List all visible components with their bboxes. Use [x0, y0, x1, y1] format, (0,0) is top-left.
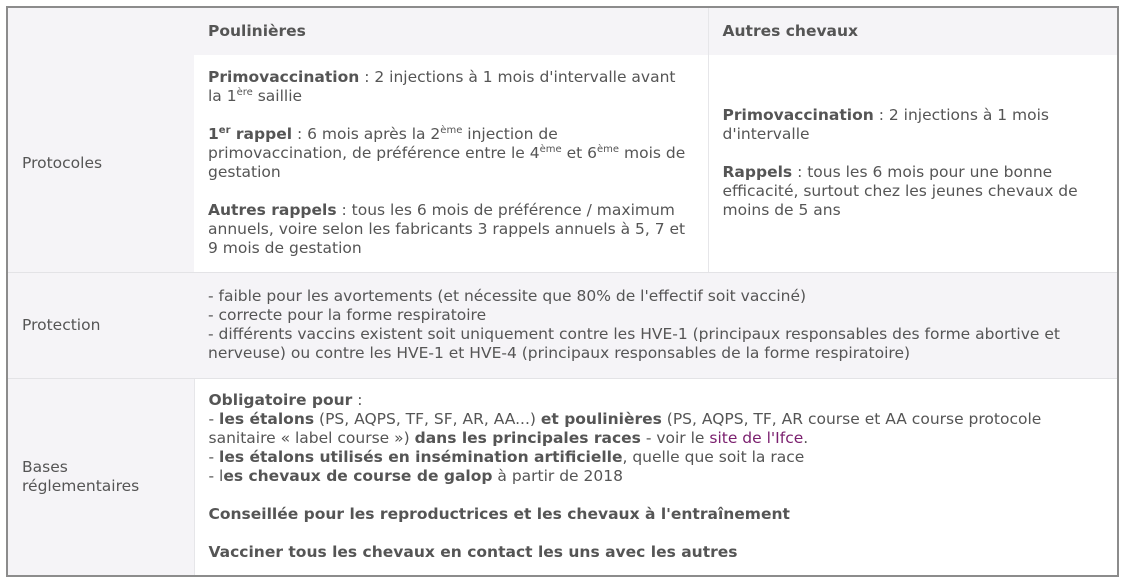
rappel1-text-2: injection de primovaccination, de préférence entre le 4	[208, 125, 558, 163]
obligatoire-colon: :	[352, 391, 363, 410]
protection-line: - différents vaccins existent soit uniquement contre les HVE-1 (principaux responsables des forme abortive et nerveuse) ou contre les HVE-1 et HVE-4 (principaux responsables de la forme respiratoire)	[208, 325, 1060, 362]
ac-primo-label: Primovaccination	[722, 106, 874, 125]
protection-line: - faible pour les avortements (et nécessite que 80% de l'effectif soit vacciné)	[208, 287, 807, 305]
protection-line: - correcte pour la forme respiratoire	[208, 306, 487, 324]
rappel1-text: : 6 mois après la 2	[292, 125, 441, 144]
cell-bases	[194, 378, 1117, 575]
conseil-line: Conseillée pour les reproductrices et les chevaux à l'entraînement	[208, 505, 790, 524]
bases-line-insemination: - les étalons utilisés en insémination artificielle, quelle que soit la race	[208, 448, 805, 467]
vaccination-table-frame	[6, 6, 1119, 577]
ifce-site-link[interactable]: site de l'Ifce	[709, 429, 804, 448]
header-empty-cell	[8, 8, 194, 55]
superscript: ème	[539, 144, 562, 156]
bases-line-etalons: - les étalons (PS, AQPS, TF, SF, AR, AA...) et poulinières (PS, AQPS, TF, AR course et AA course protocole sanitaire « label course ») dans les principales races - voir le site de l'Ifce.	[208, 410, 1042, 448]
primo-text-end: saillie	[252, 87, 303, 106]
ac-rappels-paragraph	[723, 163, 1104, 220]
autres-rappels-paragraph	[208, 201, 694, 258]
ac-rappels-text: : tous les 6 mois pour une bonne efficacité, surtout chez les jeunes chevaux de moins de 5 ans	[722, 163, 1078, 220]
ac-primo-text: : 2 injections à 1 mois d'intervalle	[722, 106, 1050, 144]
ac-primo-paragraph	[723, 106, 1104, 144]
header-poulinieres: Poulinières	[194, 8, 708, 55]
row-bases-reglementaires	[8, 378, 1117, 575]
vaccination-table	[8, 8, 1117, 575]
primo-text: : 2 injections à 1 mois d'intervalle avant la 1	[208, 68, 676, 106]
rappel1-text-4: mois de gestation	[208, 144, 686, 182]
row-protocoles	[8, 55, 1117, 272]
cell-protocoles-autres-chevaux	[708, 55, 1117, 272]
cell-protocoles-poulinieres	[194, 55, 708, 272]
rappel1-paragraph	[208, 125, 694, 182]
row-label-protocoles: Protocoles	[8, 55, 194, 272]
superscript: ème	[597, 144, 620, 156]
primo-paragraph	[208, 68, 694, 106]
superscript: ère	[236, 87, 253, 99]
superscript: ème	[440, 125, 463, 137]
primo-label: Primovaccination	[208, 68, 360, 87]
bases-line-galop: - les chevaux de course de galop à partir de 2018	[208, 467, 623, 486]
autres-rappels-label: Autres rappels	[208, 201, 337, 220]
vacciner-line: Vacciner tous les chevaux en contact les uns avec les autres	[208, 543, 738, 562]
rappel1-text-3: et 6	[561, 144, 598, 163]
ac-rappels-label: Rappels	[722, 163, 793, 182]
row-protection	[8, 272, 1117, 378]
row-label-bases: Bases réglementaires	[8, 378, 194, 575]
obligatoire-label: Obligatoire pour	[208, 391, 353, 410]
header-autres-chevaux: Autres chevaux	[708, 8, 1117, 55]
cell-protection	[194, 272, 1117, 378]
table-header-row	[8, 8, 1117, 55]
obligatoire-line	[209, 391, 1104, 410]
row-label-protection: Protection	[8, 272, 194, 378]
autres-rappels-text: : tous les 6 mois de préférence / maximum annuels, voire selon les fabricants 3 rappels annuels à 5, 7 et 9 mois de gestation	[208, 201, 686, 258]
rappel1-label: 1er rappel	[208, 125, 293, 144]
